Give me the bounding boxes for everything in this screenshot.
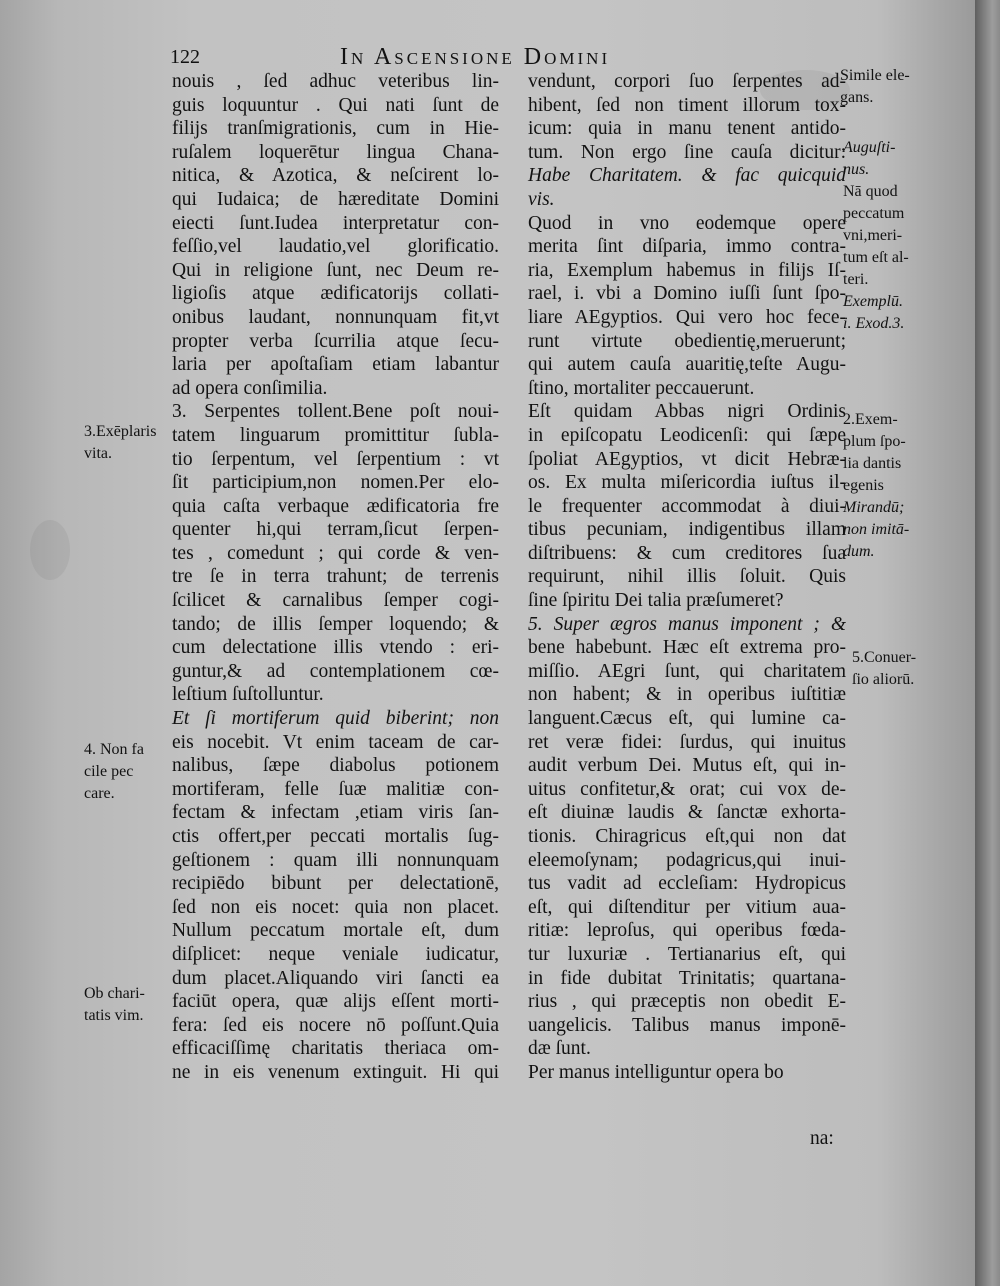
text-line: tatem linguarum promittitur ſubla-	[172, 424, 499, 446]
margin-note: 3.Exēplaris	[84, 423, 157, 440]
margin-note: 4. Non fa	[84, 741, 144, 758]
text-line: rael, i. vbi a Domino iuſſi ſunt ſpo-	[528, 283, 846, 305]
margin-note: gans.	[840, 89, 874, 106]
text-line: Quod in vno eodemque opere	[528, 212, 846, 234]
text-line: ſine ſpiritu Dei talia præſumeret?	[528, 590, 784, 612]
margin-note: Exemplū.	[843, 293, 903, 310]
text-line: ne in eis venenum extinguit. Hi qui	[172, 1061, 499, 1083]
margin-note: 5.Conuer-	[852, 649, 917, 666]
text-line: bene habebunt. Hæc eſt extrema pro-	[528, 637, 846, 659]
text-line: guis loquuntur . Qui nati ſunt de	[172, 94, 499, 116]
text-line: ligioſis atque ædificatorijs collati-	[172, 283, 499, 305]
margin-note: vita.	[84, 445, 112, 462]
text-line: tes , comedunt ; qui corde & ven-	[172, 542, 499, 564]
text-line: os. Ex multa miſericordia iuſtus il-	[528, 472, 846, 494]
text-line: nouis , ſed adhuc veteribus lin-	[172, 71, 499, 92]
text-line: eſt, qui diſtenditur per vitium aua-	[528, 896, 846, 918]
text-line: diſplicet: neque veniale iudicatur,	[172, 943, 499, 965]
margin-note: plum ſpo-	[843, 433, 906, 450]
margin-note: Simile ele-	[840, 67, 910, 84]
text-line: tibus pecuniam, indigentibus illam	[528, 519, 846, 541]
text-line: qui Iudaica; de hæreditate Domini	[172, 188, 499, 210]
text-line: quia caſta verbaque ædificatoria fre	[172, 495, 499, 517]
text-line: filijs tranſmigrationis, cum in Hie-	[172, 118, 499, 140]
margin-note: peccatum	[843, 205, 905, 222]
margin-note: cile pec	[84, 763, 134, 780]
text-line: ſed non eis nocet: quia non placet.	[172, 896, 499, 918]
margin-note: Nā quod	[843, 183, 898, 200]
text-line: ſpoliat AEgyptios, vt dicit Hebræ-	[528, 448, 846, 470]
margin-note: dum.	[843, 543, 875, 560]
margin-note: ſio aliorū.	[852, 671, 915, 688]
margin-note: care.	[84, 785, 115, 802]
text-line: quenter hi,qui terram,ſicut ſerpen-	[172, 519, 499, 541]
text-line: icum: quia in manu tenent antido-	[528, 118, 846, 140]
margin-note: egenis	[843, 477, 884, 494]
margin-note: i. Exod.3.	[843, 315, 905, 332]
margin-note: tum eſt al-	[843, 249, 909, 266]
text-line: audit verbum Dei. Mutus eſt, qui in-	[528, 755, 846, 777]
margin-note: tatis vim.	[84, 1007, 144, 1024]
text-line: ruſalem loquerētur lingua Chana-	[172, 141, 499, 163]
text-line: rius , qui præceptis non obedit E-	[528, 991, 846, 1013]
text-line: tus vadit ad eccleſiam: Hydropicus	[528, 873, 846, 895]
text-line: nitica, & Azotica, & neſcirent lo-	[172, 165, 499, 187]
margin-note: Ob chari-	[84, 985, 145, 1002]
text-line: languent.Cæcus eſt, qui lumine ca-	[528, 708, 846, 730]
text-line: tum. Non ergo ſine cauſa dicitur:	[528, 141, 846, 163]
text-column-right	[528, 70, 846, 1085]
margin-note: Auguſti-	[843, 139, 896, 156]
text-line: eiecti ſunt.Iudea interpretatur con-	[172, 212, 499, 234]
text-line: tando; de illis ſemper loquendo; &	[172, 613, 499, 635]
text-line: tionis. Chiragricus eſt,qui non dat	[528, 826, 846, 847]
text-line: requirunt, nihil illis ſoluit. Quis	[528, 566, 846, 588]
text-line: nalibus, ſæpe diabolus potionem	[172, 755, 499, 777]
text-line: onibus laudant, nonnunquam fit,vt	[172, 306, 499, 328]
text-line: vendunt, corpori ſuo ſerpentes ad-	[528, 71, 846, 92]
text-line: diſtribuens: & cum creditores ſua	[528, 542, 846, 564]
text-line: Qui in religione ſunt, nec Deum re-	[172, 259, 499, 281]
text-line: non habent; & in operibus iuſtitiæ	[528, 684, 846, 706]
text-line: efficaciſſimę charitatis theriaca om-	[172, 1038, 499, 1060]
text-line: runt virtute obedientię,meruerunt;	[528, 330, 846, 352]
text-line: qui autem cauſa auaritię,teſte Augu-	[528, 354, 846, 376]
text-line: Habe Charitatem. & fac quicquid	[528, 165, 846, 187]
text-line: recipiēdo bibunt per delectationē,	[172, 873, 499, 895]
text-line: laria per apoſtaſiam etiam labantur	[172, 354, 499, 376]
margin-note: Mirandū;	[843, 499, 905, 516]
text-line: dum placet.Aliquando viri ſancti ea	[172, 967, 499, 989]
text-line: fera: ſed eis nocere nō poſſunt.Quia	[172, 1014, 499, 1036]
text-line: in fide dubitat Trinitatis; quartana-	[528, 967, 846, 989]
margin-note: non imitā-	[843, 521, 910, 538]
text-line: tre ſe in terra trahunt; de terrenis	[172, 566, 499, 588]
text-line: eleemoſynam; podagricus,qui inui-	[528, 849, 846, 871]
text-line: Nullum peccatum mortale eſt, dum	[172, 920, 499, 942]
margin-note: nus.	[843, 161, 870, 178]
text-line: le frequenter accommodat à diui-	[528, 495, 846, 517]
text-line: miſſio. AEgri ſunt, qui charitatem	[528, 660, 846, 682]
text-line: mortiferam, felle ſuæ malitiæ con-	[172, 778, 499, 800]
text-line: ria, Exemplum habemus in filijs Iſ-	[528, 259, 846, 281]
text-line: uitus confitetur,& orat; cui vox de-	[528, 778, 846, 800]
text-line: cum delectatione illis vtendo : eri-	[172, 637, 499, 659]
text-line: in epiſcopatu Leodicenſi: qui ſæpe	[528, 424, 846, 446]
margin-note: teri.	[843, 271, 869, 288]
text-line: tio ſerpentum, vel ſerpentium : vt	[172, 448, 499, 470]
running-title: In Ascensione Domini	[340, 44, 611, 70]
margin-note: 2.Exem-	[843, 411, 898, 428]
text-line: leſtium ſuſtolluntur.	[172, 684, 324, 706]
text-line: fectam & infectam ,etiam viris ſan-	[172, 802, 499, 824]
text-line: vis.	[528, 188, 555, 210]
text-line: eſt diuinæ laudis & ſanctæ exhorta-	[528, 802, 846, 824]
text-line: Per manus intelliguntur opera bo	[528, 1061, 784, 1083]
text-line: ret veræ fidei: ſurdus, qui inuitus	[528, 731, 846, 753]
text-line: geſtionem : quam illi nonnunquam	[172, 849, 499, 871]
text-line: uangelicis. Talibus manus imponē-	[528, 1014, 846, 1036]
text-line: feſſio,vel laudatio,vel glorificatio.	[172, 236, 499, 258]
text-line: ſcilicet & carnalibus ſemper cogi-	[172, 590, 499, 612]
text-line: merita ſint diſparia, immo contra-	[528, 236, 846, 258]
text-line: eis nocebit. Vt enim taceam de car-	[172, 731, 499, 753]
text-line: faciūt opera, quæ alijs eſſent morti-	[172, 991, 499, 1013]
book-edge	[975, 0, 1000, 1286]
text-line: liare AEgyptios. Qui vero hoc fece-	[528, 306, 846, 328]
text-line: tur luxuriæ . Tertianarius eſt, qui	[528, 943, 846, 965]
catchword: na:	[810, 1128, 834, 1149]
text-line: ctis offert,per peccati mortalis ſug-	[172, 826, 499, 847]
text-line: 5. Super ægros manus imponent ; &	[528, 613, 846, 635]
text-line: Et ſi mortiferum quid biberint; non	[172, 708, 499, 730]
text-line: Eſt quidam Abbas nigri Ordinis	[528, 401, 846, 423]
paper-stain	[30, 520, 70, 580]
text-line: 3. Serpentes tollent.Bene poſt noui-	[172, 401, 499, 423]
text-line: guntur,& ad contemplationem cœ-	[172, 660, 499, 682]
text-line: dæ ſunt.	[528, 1038, 591, 1060]
text-line: hibent, ſed non timent illorum tox-	[528, 94, 846, 116]
text-line: ſtino, mortaliter peccauerunt.	[528, 377, 755, 399]
page-number: 122	[170, 46, 200, 68]
text-line: ſit participium,non nomen.Per elo-	[172, 472, 499, 494]
text-column-left	[172, 70, 499, 1085]
margin-note: vni,meri-	[843, 227, 903, 244]
text-line: ad opera conſimilia.	[172, 377, 328, 399]
margin-note: lia dantis	[843, 455, 902, 472]
text-line: ritiæ: leproſus, qui operibus fœda-	[528, 920, 846, 942]
text-line: propter verba ſcurrilia atque ſecu-	[172, 330, 499, 352]
